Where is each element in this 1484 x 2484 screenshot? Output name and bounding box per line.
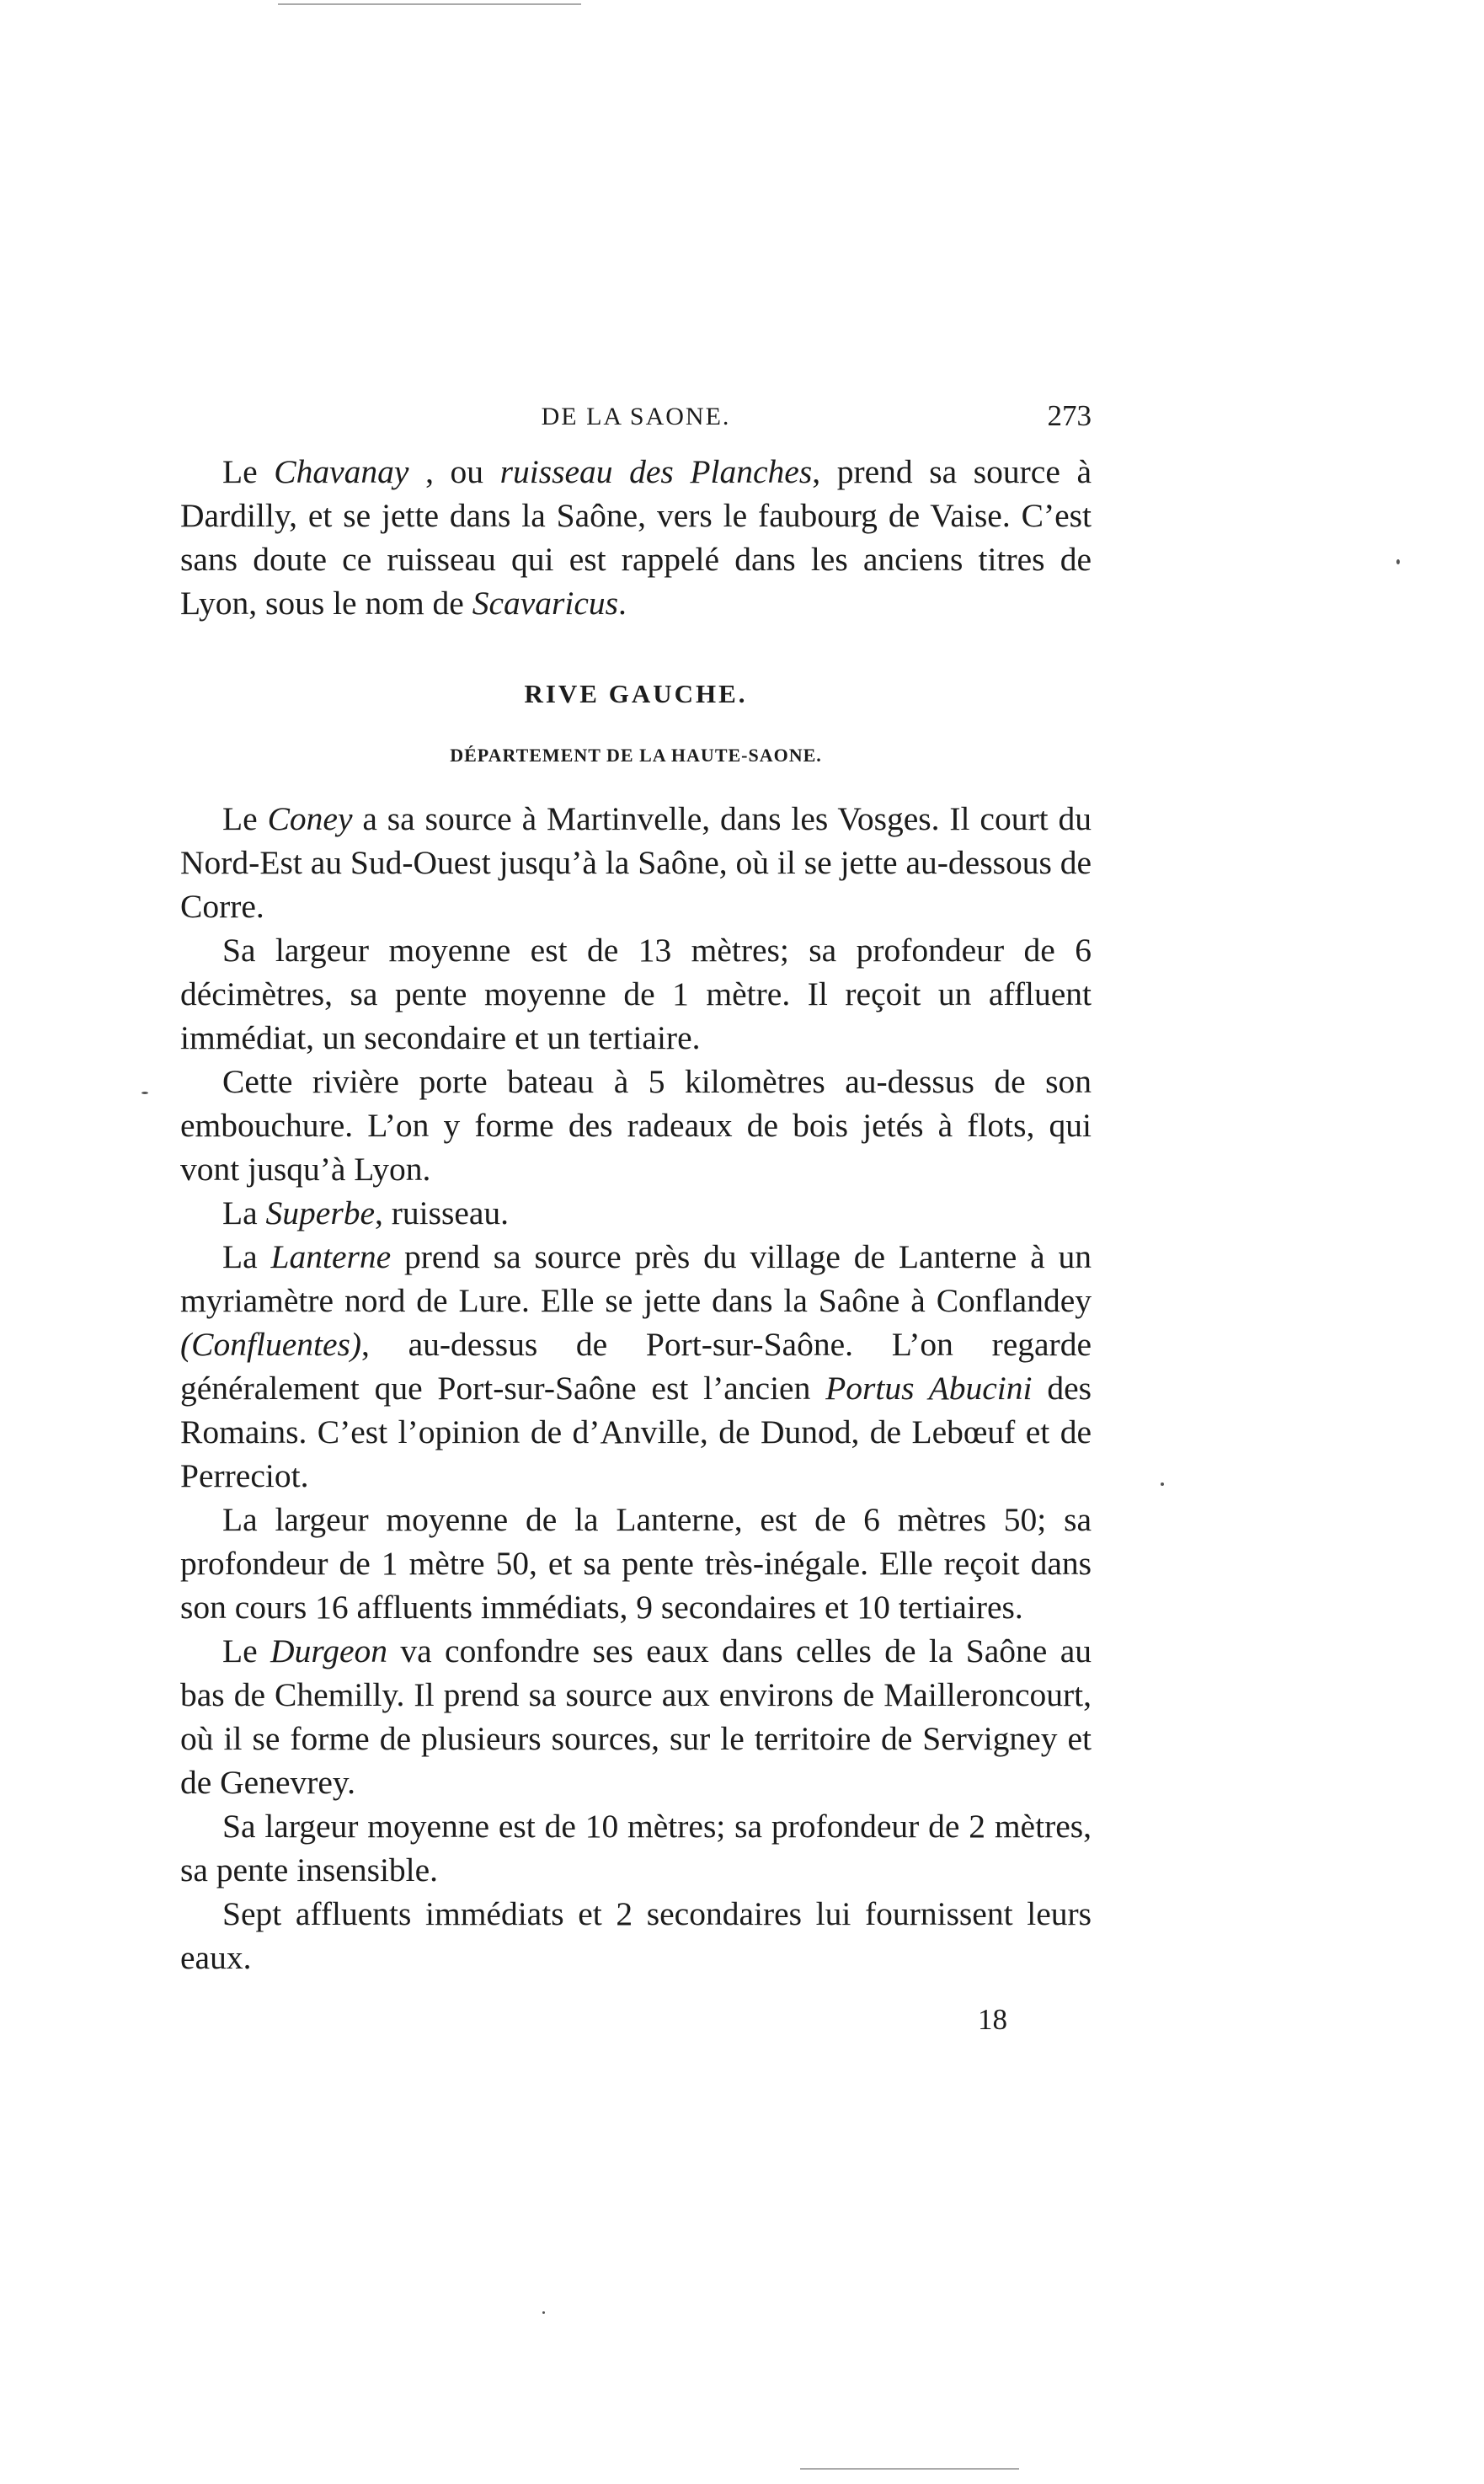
paragraph-chavanay: Le Chavanay , ou ruisseau des Planches, prend sa source à Dardilly, et se jette dans la Saône, vers le faubourg de Vaise. C’est sans doute ce ruisseau qui est rappelé dans les anciens titres de Lyon, sous le nom de Scavaricus.	[180, 453, 1092, 622]
running-head	[180, 399, 1092, 450]
paragraph-lanterne-dimensions: La largeur moyenne de la Lanterne, est de 6 mètres 50; sa profondeur de 1 mètre 50, et sa pente très-inégale. Elle reçoit dans son cours 16 affluents immédiats, 9 secondaires et 10 tertiaires.	[180, 1501, 1092, 1626]
paragraph-coney-navigation: Cette rivière porte bateau à 5 kilomètres au-dessus de son embouchure. L’on y forme des radeaux de bois jetés à flots, qui vont jusqu’à Lyon.	[180, 1063, 1092, 1188]
paragraph-superbe: La Superbe, ruisseau.	[222, 1194, 510, 1231]
running-head-title: DE LA SAONE.	[541, 403, 731, 430]
signature-mark: 18	[978, 2003, 1007, 2036]
paragraph-lanterne: La Lanterne prend sa source près du village de Lanterne à un myriamètre nord de Lure. Elle se jette dans la Saône à Conflandey (Confluentes), au-dessus de Port-sur-Saône. L’on regarde généralement que Port-sur-Saône est l’ancien Portus Abucini des Romains. C’est l’opinion de d’Anville, de Dunod, de Lebœuf et de Perreciot.	[180, 1238, 1092, 1494]
scan-speck	[1161, 1482, 1164, 1486]
scan-edge-mark-top	[278, 3, 581, 5]
scan-edge-mark-bottom	[800, 2468, 1019, 2470]
paragraph-coney: Le Coney a sa source à Martinvelle, dans les Vosges. Il court du Nord-Est au Sud-Ouest jusqu’à la Saône, où il se jette au-dessous de Corre.	[180, 800, 1092, 925]
scan-speck	[542, 2311, 545, 2314]
subsection-heading: DÉPARTEMENT DE LA HAUTE-SAONE.	[450, 745, 822, 766]
paragraph-durgeon-affluents: Sept affluents immédiats et 2 secondaires lui fournissent leurs eaux.	[180, 1895, 1092, 1976]
scan-speck	[1396, 559, 1400, 564]
book-page	[180, 399, 1092, 2037]
paragraph-coney-dimensions: Sa largeur moyenne est de 13 mètres; sa profondeur de 6 décimètres, sa pente moyenne de 1 mètre. Il reçoit un affluent immédiat, un secondaire et un tertiaire.	[180, 932, 1092, 1056]
paragraph-durgeon-dimensions: Sa largeur moyenne est de 10 mètres; sa profondeur de 2 mètres, sa pente insensible.	[180, 1808, 1092, 1888]
paragraph-durgeon: Le Durgeon va confondre ses eaux dans celles de la Saône au bas de Chemilly. Il prend sa source aux environs de Mailleroncourt, où il se forme de plusieurs sources, sur le territoire de Servigney et de Genevrey.	[180, 1632, 1092, 1801]
scan-speck	[141, 1092, 148, 1094]
page-number: 273	[1047, 399, 1092, 432]
section-heading: RIVE GAUCHE.	[524, 679, 748, 708]
